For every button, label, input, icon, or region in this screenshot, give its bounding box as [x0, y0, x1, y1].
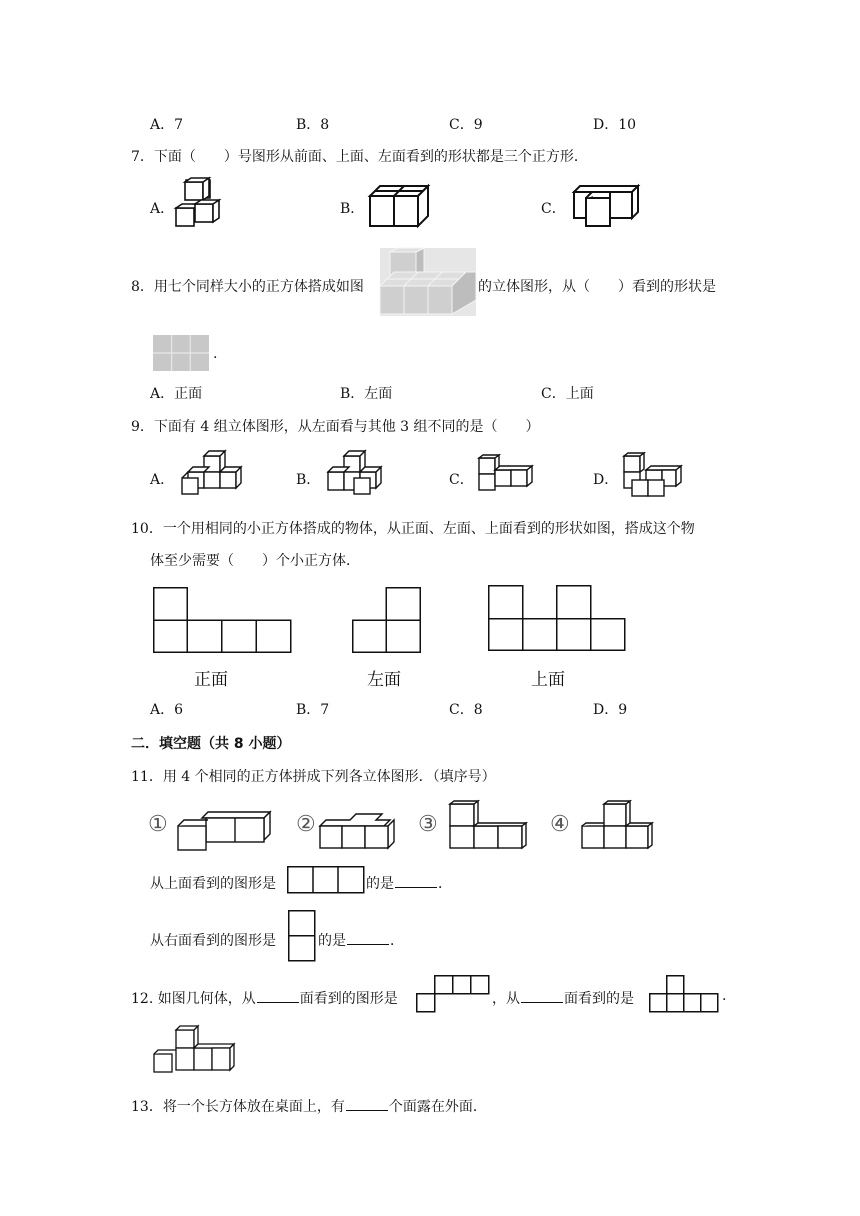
q10-top-view [488, 585, 628, 651]
q13-line: 13．将一个长方体放在桌面上，有 个面露在外面． [131, 1099, 487, 1115]
q11-figure-1 [176, 810, 272, 852]
section-title-fill-in: 二．填空题（共 8 小题） [131, 736, 291, 752]
q8-option-b: B．左面 [340, 386, 393, 402]
q10-caption-left: 左面 [367, 670, 401, 690]
q9-option-b: B． [296, 472, 321, 488]
q8-figure-shaded-cubes [380, 248, 476, 316]
q9-option-c: C． [449, 472, 474, 488]
q8-period: . [213, 346, 218, 362]
q7-option-a: A． [150, 201, 175, 217]
q12-line-cont: ，从 面看到的是 [492, 991, 634, 1007]
q12-solid-figure [150, 1024, 240, 1076]
q8-text-after: 的立体图形，从（ ）看到的形状是 [478, 279, 716, 295]
q10-option-c: C．8 [449, 702, 483, 718]
q12-answer-blank-2[interactable] [521, 990, 563, 1003]
q11-top-view-before: 从上面看到的图形是 [150, 876, 276, 892]
q12-period: . [722, 988, 727, 1004]
q10-caption-top: 上面 [531, 670, 565, 690]
q7-figure-b [368, 184, 430, 228]
q11-right-view-after: 的是 ． [318, 933, 404, 949]
q9-option-d: D． [593, 472, 619, 488]
q9-figure-c [475, 454, 543, 496]
q8-text-before: 8．用七个同样大小的正方体搭成如图 [131, 279, 364, 295]
q11-label-1: ① [148, 812, 168, 837]
q13-answer-blank[interactable] [346, 1098, 388, 1111]
q10-caption-front: 正面 [194, 670, 228, 690]
q8-top-view-figure [153, 335, 209, 371]
q11-top-view-shape [287, 866, 365, 894]
q6-option-d: D．10 [593, 117, 637, 133]
q11-right-view-answer-blank[interactable] [347, 932, 389, 945]
q11-label-2: ② [296, 812, 316, 837]
q11-label-4: ④ [550, 812, 570, 837]
q10-option-d: D．9 [593, 702, 628, 718]
q6-option-c: C．9 [449, 117, 483, 133]
q11-top-view-answer-blank[interactable] [395, 875, 437, 888]
q12-view-shape-1 [416, 975, 490, 1013]
q11-figure-4 [580, 800, 654, 850]
q11-text: 11．用 4 个相同的正方体拼成下列各立体图形．（填序号） [131, 769, 496, 785]
q7-text: 7．下面（ ）号图形从前面、上面、左面看到的形状都是三个正方形． [131, 149, 588, 165]
q6-option-b: B．8 [296, 117, 330, 133]
q10-option-a: A．6 [150, 702, 184, 718]
q12-line: 12. 如图几何体，从 面看到的图形是 [131, 991, 398, 1007]
q7-option-c: C． [541, 201, 566, 217]
q7-figure-a [172, 178, 226, 232]
q8-option-a: A．正面 [150, 386, 203, 402]
q10-option-b: B．7 [296, 702, 330, 718]
q11-figure-2 [318, 812, 396, 850]
q12-view-shape-2 [649, 975, 721, 1013]
q7-option-b: B． [340, 201, 365, 217]
q11-right-view-before: 从右面看到的图形是 [150, 933, 276, 949]
q12-answer-blank-1[interactable] [257, 990, 299, 1003]
q7-figure-c [570, 184, 642, 228]
q11-right-view-shape [288, 910, 316, 962]
q9-figure-b [324, 448, 388, 498]
q11-top-view-after: 的是 ． [366, 876, 452, 892]
q9-figure-d [620, 452, 686, 500]
q9-option-a: A． [150, 472, 175, 488]
q9-figure-a [180, 448, 248, 498]
q10-line1: 10．一个用相同的小正方体搭成的物体，从正面、左面、上面看到的形状如图，搭成这个物 [131, 521, 695, 537]
q8-option-c: C．上面 [541, 386, 594, 402]
q11-figure-3 [448, 800, 528, 850]
q10-front-view [153, 587, 293, 653]
q9-text: 9．下面有 4 组立体图形，从左面看与其他 3 组不同的是（ ） [131, 419, 540, 435]
q10-left-view [352, 587, 422, 653]
q11-label-3: ③ [418, 812, 438, 837]
q6-option-a: A．7 [150, 117, 184, 133]
q10-line2: 体至少需要（ ）个小正方体． [150, 553, 360, 569]
